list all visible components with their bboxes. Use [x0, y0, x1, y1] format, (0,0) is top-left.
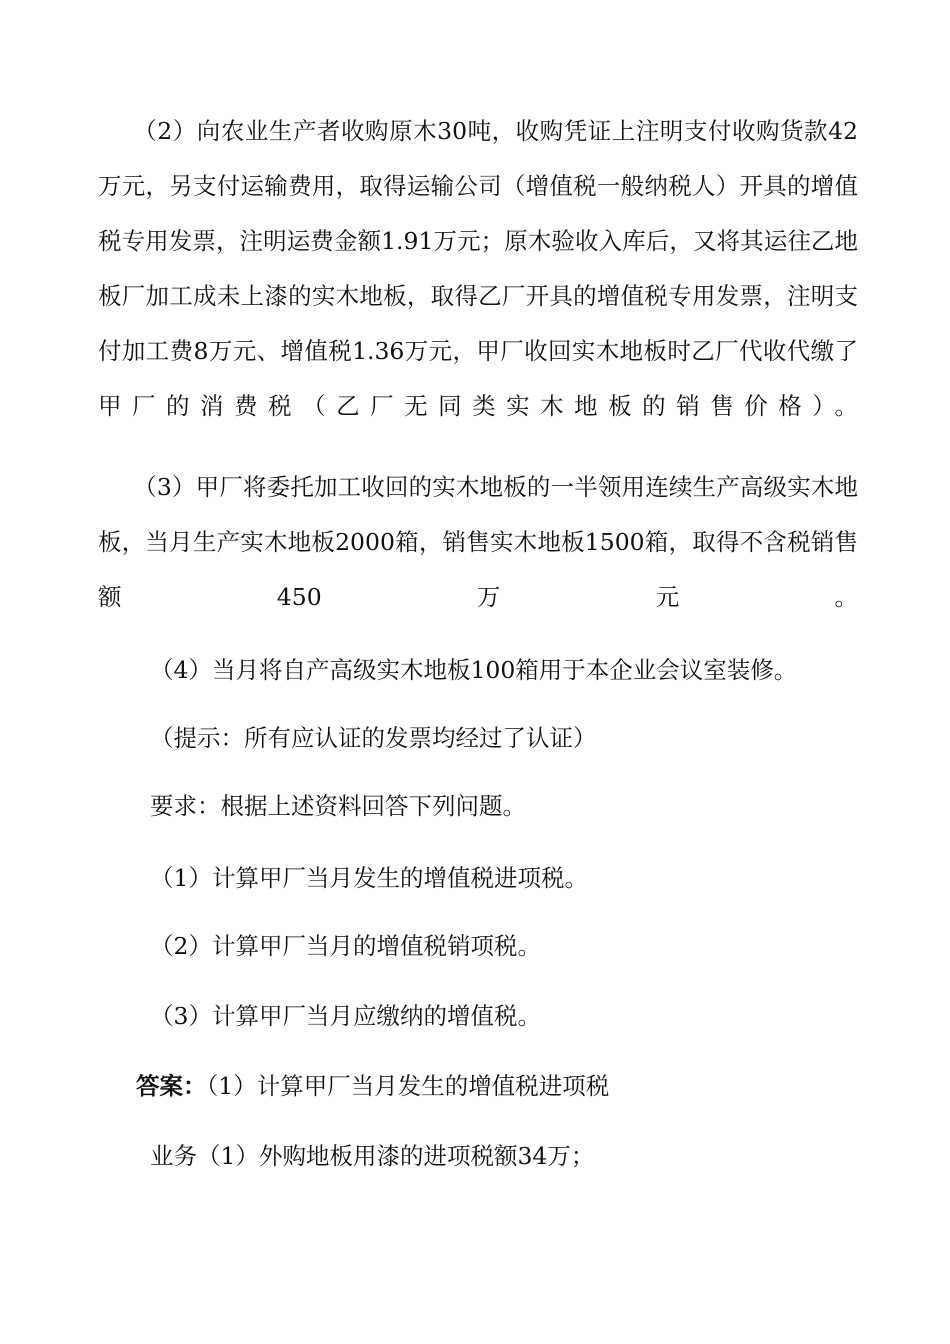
paragraph-item-2: （2）向农业生产者收购原木30吨，收购凭证上注明支付收购货款42万元，另支付运输费用，取得运输公司（增值税一般纳税人）开具的增值税专用发票，注明运费金额1.91万元；原木验收入库后，又将其运往乙地板厂加工成未上漆的实木地板，取得乙厂开具的增值税专用发票，注明支付加工费8万元、增值税1.36万元，甲厂收回实木地板时乙厂代收代缴了甲厂的消费税（乙厂无同类实木地板的销售价格）。: [98, 117, 858, 420]
question-2: （2）计算甲厂当月的增值税销项税。: [150, 932, 541, 960]
answer-text: （1）计算甲厂当月发生的增值税进项税: [206, 1072, 610, 1100]
answer-heading: [136, 1066, 609, 1106]
answer-label: 答案：: [136, 1072, 207, 1100]
question-1: （1）计算甲厂当月发生的增值税进项税。: [150, 864, 588, 892]
question-3: （3）计算甲厂当月应缴纳的增值税。: [150, 1002, 541, 1030]
paragraph-item-4: （4）当月将自产高级实木地板100箱用于本企业会议室装修。: [150, 656, 798, 684]
requirement-line: 要求：根据上述资料回答下列问题。: [150, 792, 526, 820]
hint-note: （提示：所有应认证的发票均经过了认证）: [150, 724, 597, 752]
paragraph-item-3: （3）甲厂将委托加工收回的实木地板的一半领用连续生产高级实木地板，当月生产实木地板2000箱，销售实木地板1500箱，取得不含税销售额450万元。: [98, 473, 858, 611]
answer-line-1: 业务（1）外购地板用漆的进项税额34万；: [150, 1142, 595, 1170]
